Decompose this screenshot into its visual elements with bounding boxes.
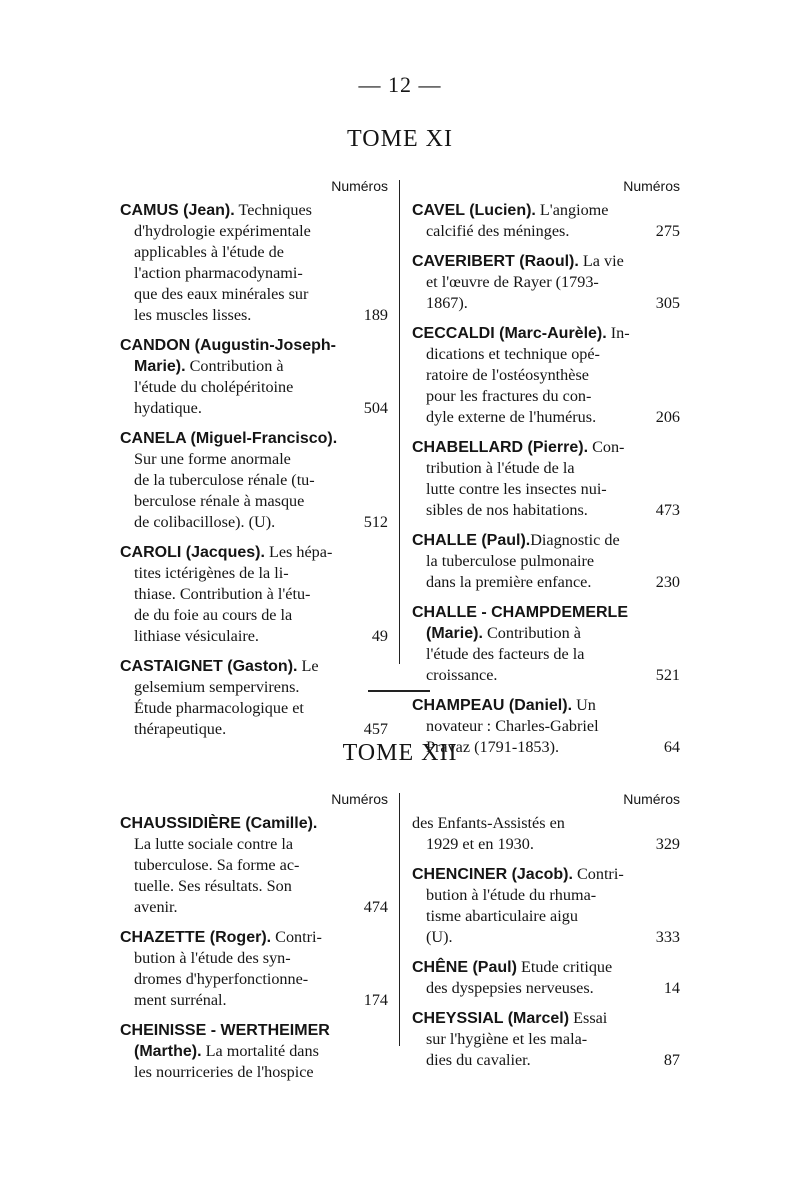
entry-text: gelsemium sempervirens. <box>134 678 300 696</box>
entry-text: dromes d'hyperfonctionne- <box>134 970 309 988</box>
entry-line <box>120 242 388 263</box>
entry-line <box>120 584 388 605</box>
entry-text: de la tuberculose rénale (tu- <box>134 471 315 489</box>
entry-line <box>412 437 680 458</box>
entry-text: dications et technique opé- <box>426 345 600 363</box>
entry-line <box>412 572 680 593</box>
entry-line <box>120 428 388 449</box>
author-name: CHEINISSE - WERTHEIMER <box>120 1022 330 1039</box>
entry-text: novateur : Charles-Gabriel <box>426 717 599 735</box>
entry-line <box>120 563 388 584</box>
thesis-entry <box>120 542 388 647</box>
entry-text: ratoire de l'ostéosynthèse <box>426 366 589 384</box>
author-name: Marie). <box>134 358 186 375</box>
entry-line <box>120 605 388 626</box>
tome-xi-right-column <box>412 176 680 767</box>
entry-line <box>412 293 680 314</box>
entry-line <box>412 716 680 737</box>
entry-line <box>120 512 388 533</box>
entry-line <box>120 356 388 377</box>
thesis-entry <box>120 656 388 740</box>
thesis-entry <box>412 323 680 428</box>
author-name: CAMUS (Jean). <box>120 202 235 219</box>
entry-text: bution à l'étude des syn- <box>134 949 291 967</box>
numeros-header: Numéros <box>331 178 388 194</box>
entry-line <box>120 719 388 740</box>
entry-line <box>412 479 680 500</box>
entry-line <box>412 885 680 906</box>
entry-line <box>120 263 388 284</box>
entry-text: Con- <box>588 438 625 456</box>
entry-text: et l'œuvre de Rayer (1793- <box>426 273 599 291</box>
entry-line <box>412 323 680 344</box>
entry-text: dans la première enfance. <box>426 573 592 591</box>
entry-line <box>120 335 388 356</box>
entry-text: Contri- <box>572 865 624 883</box>
thesis-number: 14 <box>663 979 680 997</box>
entry-line <box>120 855 388 876</box>
entry-line <box>412 906 680 927</box>
author-name: CHEYSSIAL (Marcel) <box>412 1010 570 1027</box>
entry-text: la tuberculose pulmonaire <box>426 552 595 570</box>
thesis-entry <box>120 335 388 419</box>
author-name: CHENCINER (Jacob). <box>412 866 573 883</box>
author-name: CAVERIBERT (Raoul). <box>412 253 579 270</box>
thesis-number: 504 <box>363 399 388 417</box>
entry-line <box>120 626 388 647</box>
author-name: CHABELLARD (Pierre). <box>412 439 589 456</box>
entry-text: thiase. Contribution à l'étu- <box>134 585 311 603</box>
entry-text: tisme abarticulaire aigu <box>426 907 578 925</box>
thesis-number: 206 <box>655 408 680 426</box>
entry-line <box>412 813 680 834</box>
entry-line <box>120 1062 388 1083</box>
entry-text: applicables à l'étude de <box>134 243 284 261</box>
entry-text: pour les fractures du con- <box>426 387 592 405</box>
entry-line <box>412 386 680 407</box>
entry-text: dyle externe de l'humérus. <box>426 408 597 426</box>
entry-text: bution à l'étude du rhuma- <box>426 886 597 904</box>
entry-line <box>412 927 680 948</box>
thesis-entry <box>412 864 680 948</box>
thesis-entry <box>412 530 680 593</box>
thesis-entry <box>412 813 680 855</box>
author-name: CANDON (Augustin-Joseph- <box>120 337 336 354</box>
author-name: CHALLE - CHAMPDEMERLE <box>412 604 628 621</box>
entry-text: de colibacillose). (U). <box>134 513 276 531</box>
entry-line <box>120 990 388 1011</box>
thesis-number: 189 <box>363 306 388 324</box>
entry-line <box>412 500 680 521</box>
entry-line <box>412 365 680 386</box>
entry-line <box>412 272 680 293</box>
author-name: CHAZETTE (Roger). <box>120 929 272 946</box>
thesis-number: 474 <box>363 898 388 916</box>
entry-line <box>120 969 388 990</box>
entry-text: avenir. <box>134 898 178 916</box>
entry-line <box>412 1050 680 1071</box>
thesis-number: 305 <box>655 294 680 312</box>
entry-text: sibles de nos habitations. <box>426 501 588 519</box>
entry-text: l'étude des facteurs de la <box>426 645 585 663</box>
entry-text: Étude pharmacologique et <box>134 699 304 717</box>
entry-text: les muscles lisses. <box>134 306 252 324</box>
entry-text: Un <box>572 696 596 714</box>
entry-line <box>412 530 680 551</box>
entry-line <box>412 695 680 716</box>
entry-text: les nourriceries de l'hospice <box>134 1063 314 1081</box>
thesis-number: 87 <box>663 1051 680 1069</box>
entry-text: que des eaux minérales sur <box>134 285 309 303</box>
numeros-header: Numéros <box>623 791 680 807</box>
thesis-number: 174 <box>363 991 388 1009</box>
numeros-header: Numéros <box>623 178 680 194</box>
entry-line <box>412 834 680 855</box>
entry-line <box>120 491 388 512</box>
thesis-entry <box>412 251 680 314</box>
entry-line <box>412 623 680 644</box>
author-name: (Marie). <box>426 625 483 642</box>
entry-text: tuberculose. Sa forme ac- <box>134 856 300 874</box>
entry-line <box>120 284 388 305</box>
thesis-number: 457 <box>363 720 388 738</box>
tome-xii-title: TOME XII <box>342 740 458 766</box>
entry-text: La lutte sociale contre la <box>134 835 294 853</box>
author-name: CHALLE (Paul). <box>412 532 531 549</box>
entry-text: dies du cavalier. <box>426 1051 531 1069</box>
entry-line <box>120 698 388 719</box>
entry-text: l'action pharmacodynami- <box>134 264 303 282</box>
entry-text: des dyspepsies nerveuses. <box>426 979 594 997</box>
author-name: CAROLI (Jacques). <box>120 544 265 561</box>
entry-text: de du foie au cours de la <box>134 606 293 624</box>
entry-line <box>412 644 680 665</box>
entry-line <box>412 344 680 365</box>
entry-line <box>120 200 388 221</box>
entry-text: calcifié des méninges. <box>426 222 570 240</box>
entry-text: Diagnostic de <box>530 531 620 549</box>
entry-text: Etude critique <box>516 958 613 976</box>
thesis-number: 473 <box>655 501 680 519</box>
entry-line <box>412 864 680 885</box>
entry-text: tribution à l'étude de la <box>426 459 575 477</box>
entry-text: In- <box>606 324 630 342</box>
entry-line <box>412 407 680 428</box>
entry-line <box>120 377 388 398</box>
entry-line <box>412 551 680 572</box>
entry-line <box>412 665 680 686</box>
entry-text: hydatique. <box>134 399 202 417</box>
entry-text: croissance. <box>426 666 498 684</box>
thesis-entry <box>120 813 388 918</box>
entry-text: lutte contre les insectes nui- <box>426 480 607 498</box>
entry-text: L'angiome <box>535 201 609 219</box>
entry-text: Essai <box>569 1009 608 1027</box>
entry-text: Techniques <box>234 201 312 219</box>
column-divider <box>399 180 400 664</box>
entry-line <box>120 677 388 698</box>
thesis-entry <box>120 927 388 1011</box>
entry-line <box>412 251 680 272</box>
thesis-number: 275 <box>655 222 680 240</box>
entry-text: 1929 et en 1930. <box>426 835 534 853</box>
entry-text: Contribution à <box>185 357 284 375</box>
entry-line <box>120 542 388 563</box>
entry-line <box>120 1041 388 1062</box>
tome-xii-left-column <box>120 789 388 1092</box>
entry-text: Les hépa- <box>264 543 333 561</box>
entry-text: lithiase vésiculaire. <box>134 627 259 645</box>
entry-line <box>120 221 388 242</box>
entry-line <box>120 876 388 897</box>
author-name: CECCALDI (Marc-Aurèle). <box>412 325 607 342</box>
thesis-entry <box>412 437 680 521</box>
author-name: CHÊNE (Paul) <box>412 959 517 976</box>
entry-line <box>412 458 680 479</box>
entry-text: tuelle. Ses résultats. Son <box>134 877 292 895</box>
thesis-number: 512 <box>363 513 388 531</box>
entry-line <box>412 1008 680 1029</box>
thesis-entry <box>412 200 680 242</box>
page-number: — 12 — <box>358 72 442 97</box>
author-name: CHAMPEAU (Daniel). <box>412 697 573 714</box>
thesis-number: 329 <box>655 835 680 853</box>
entry-line <box>412 978 680 999</box>
section-separator <box>368 690 430 692</box>
entry-text: d'hydrologie expérimentale <box>134 222 311 240</box>
author-name: CANELA (Miguel-Francisco). <box>120 430 338 447</box>
thesis-entry <box>120 200 388 326</box>
entry-text: 1867). <box>426 294 468 312</box>
entry-text: thérapeutique. <box>134 720 227 738</box>
author-name: CHAUSSIDIÈRE (Camille). <box>120 815 318 832</box>
author-name: (Marthe). <box>134 1043 202 1060</box>
entry-text: Contribution à <box>482 624 581 642</box>
entry-text: sur l'hygiène et les mala- <box>426 1030 588 1048</box>
entry-text: La vie <box>578 252 624 270</box>
entry-line <box>120 449 388 470</box>
numeros-header: Numéros <box>331 791 388 807</box>
entry-text: des Enfants-Assistés en <box>412 814 565 832</box>
author-name: CAVEL (Lucien). <box>412 202 536 219</box>
entry-line <box>120 813 388 834</box>
thesis-entry <box>412 602 680 686</box>
entry-line <box>120 834 388 855</box>
entry-line <box>120 470 388 491</box>
entry-line <box>120 948 388 969</box>
tome-xi-left-column <box>120 176 388 749</box>
entry-text: l'étude du cholépéritoine <box>134 378 294 396</box>
entry-line <box>120 305 388 326</box>
column-divider <box>399 793 400 1046</box>
entry-text: tites ictérigènes de la li- <box>134 564 289 582</box>
thesis-entry <box>412 957 680 999</box>
entry-text: Contri- <box>271 928 322 946</box>
entry-text: berculose rénale à masque <box>134 492 305 510</box>
entry-text: La mortalité dans <box>201 1042 319 1060</box>
entry-line <box>412 602 680 623</box>
thesis-entry <box>120 1020 388 1083</box>
thesis-number: 230 <box>655 573 680 591</box>
entry-line <box>120 897 388 918</box>
thesis-entry <box>120 428 388 533</box>
thesis-entry <box>412 1008 680 1071</box>
entry-line <box>412 200 680 221</box>
entry-text: Sur une forme anormale <box>134 450 291 468</box>
tome-xii-right-column <box>412 789 680 1080</box>
entry-line <box>120 927 388 948</box>
thesis-number: 333 <box>655 928 680 946</box>
entry-text: Le <box>297 657 319 675</box>
entry-line <box>120 656 388 677</box>
entry-line <box>412 957 680 978</box>
thesis-number: 49 <box>371 627 388 645</box>
entry-text: ment surrénal. <box>134 991 227 1009</box>
entry-text: Pravaz (1791-1853). <box>426 738 560 756</box>
entry-line <box>120 398 388 419</box>
thesis-number: 521 <box>655 666 680 684</box>
entry-line <box>120 1020 388 1041</box>
entry-line <box>412 221 680 242</box>
entry-line <box>412 1029 680 1050</box>
entry-text: (U). <box>426 928 453 946</box>
tome-xi-title: TOME XI <box>347 126 453 152</box>
thesis-number: 64 <box>663 738 680 756</box>
author-name: CASTAIGNET (Gaston). <box>120 658 298 675</box>
